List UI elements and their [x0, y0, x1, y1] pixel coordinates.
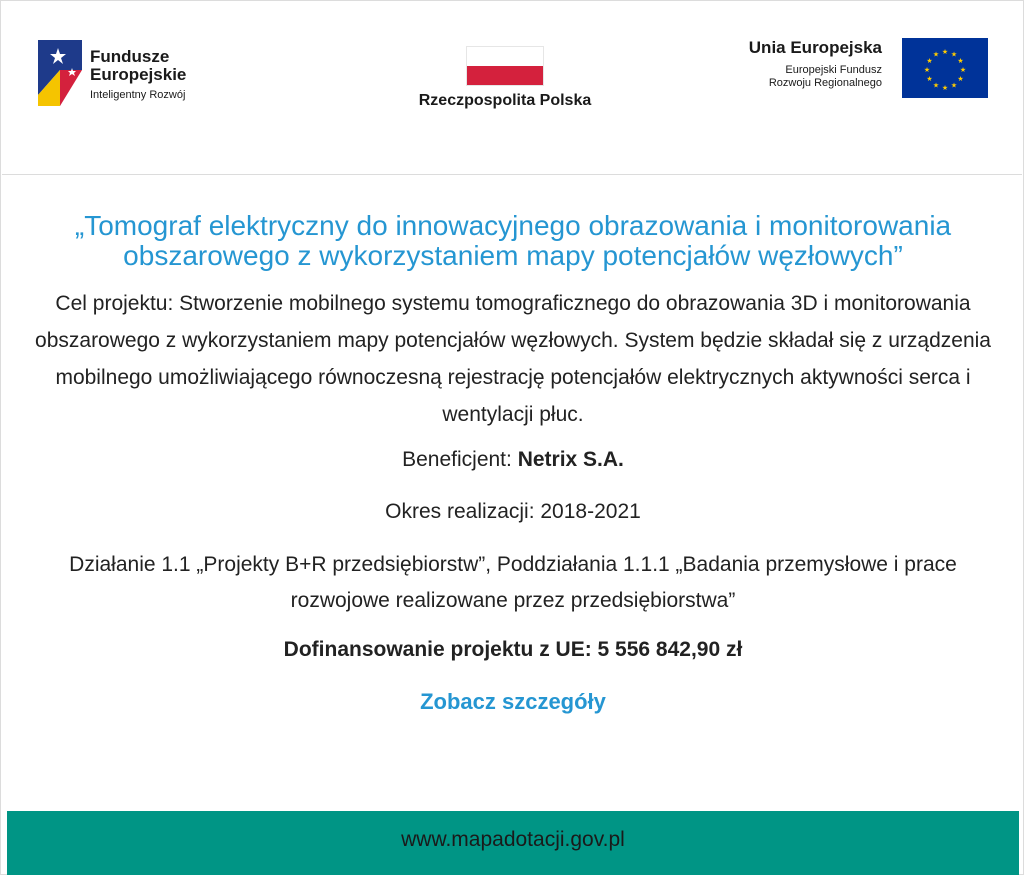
eu-logo-line3: Rozwoju Regionalnego: [768, 77, 882, 89]
project-description: Cel projektu: Stworzenie mobilnego systemu tomograficznego do obrazowania 3D i monitorowania obszarowego z wykorzystaniem mapy potencjałów węzłowych. System będzie składał się z urządzenia mobilnego umożliwiającego równoczesną rejestrację potencjałów elektrycznych aktywności serca i wentylacji płuc.: [35, 292, 991, 426]
unia-europejska-logo: [722, 38, 992, 100]
beneficiary-label: Beneficjent:: [402, 448, 518, 471]
svg-text:★: ★: [941, 48, 949, 56]
svg-text:★: ★: [932, 81, 940, 90]
project-info: [7, 211, 1019, 717]
eu-flag-icon: [902, 38, 988, 98]
pl-logo-name: Rzeczpospolita Polska: [418, 92, 592, 109]
svg-text:★: ★: [923, 66, 931, 74]
funding-amount: Dofinansowanie projektu z UE: 5 556 842,90 zł: [283, 638, 743, 661]
svg-text:★: ★: [957, 75, 964, 83]
svg-text:★: ★: [926, 75, 933, 83]
polish-flag-icon: [466, 46, 544, 86]
details-link[interactable]: Zobacz szczegóły: [420, 689, 606, 714]
svg-text:★: ★: [950, 81, 958, 90]
fe-logo-line1: Fundusze: [90, 47, 170, 66]
svg-text:★: ★: [926, 57, 933, 65]
beneficiary-value: Netrix S.A.: [517, 448, 624, 471]
fundusze-europejskie-logo: [38, 40, 238, 120]
logo-bar: [2, 2, 1022, 175]
fe-logo-line2: Europejskie: [90, 65, 187, 84]
svg-text:★: ★: [950, 50, 958, 59]
svg-text:★: ★: [957, 57, 964, 65]
program-action: Działanie 1.1 „Projekty B+R przedsiębiorstw”, Poddziałania 1.1.1 „Badania przemysłowe i prace rozwojowe realizowane przez przedsiębiorstwa”: [69, 553, 957, 612]
beneficiary: [7, 445, 1019, 475]
svg-text:★: ★: [941, 84, 949, 92]
svg-text:★: ★: [932, 50, 940, 59]
eu-logo-line1: Unia Europejska: [748, 38, 882, 57]
project-title: „Tomograf elektryczny do innowacyjnego obrazowania i monitorowania obszarowego z wykorzystaniem mapy potencjałów węzłowych”: [74, 210, 952, 271]
rzeczpospolita-polska-logo: [390, 46, 620, 116]
footer-bar: [7, 811, 1019, 875]
project-period: Okres realizacji: 2018-2021: [385, 500, 641, 523]
footer-url[interactable]: www.mapadotacji.gov.pl: [401, 828, 625, 851]
fundusze-europejskie-mark-icon: [38, 40, 82, 106]
svg-text:★: ★: [959, 66, 967, 74]
eu-logo-line2: Europejski Fundusz: [785, 64, 882, 76]
fe-logo-line3: Inteligentny Rozwój: [90, 89, 186, 101]
